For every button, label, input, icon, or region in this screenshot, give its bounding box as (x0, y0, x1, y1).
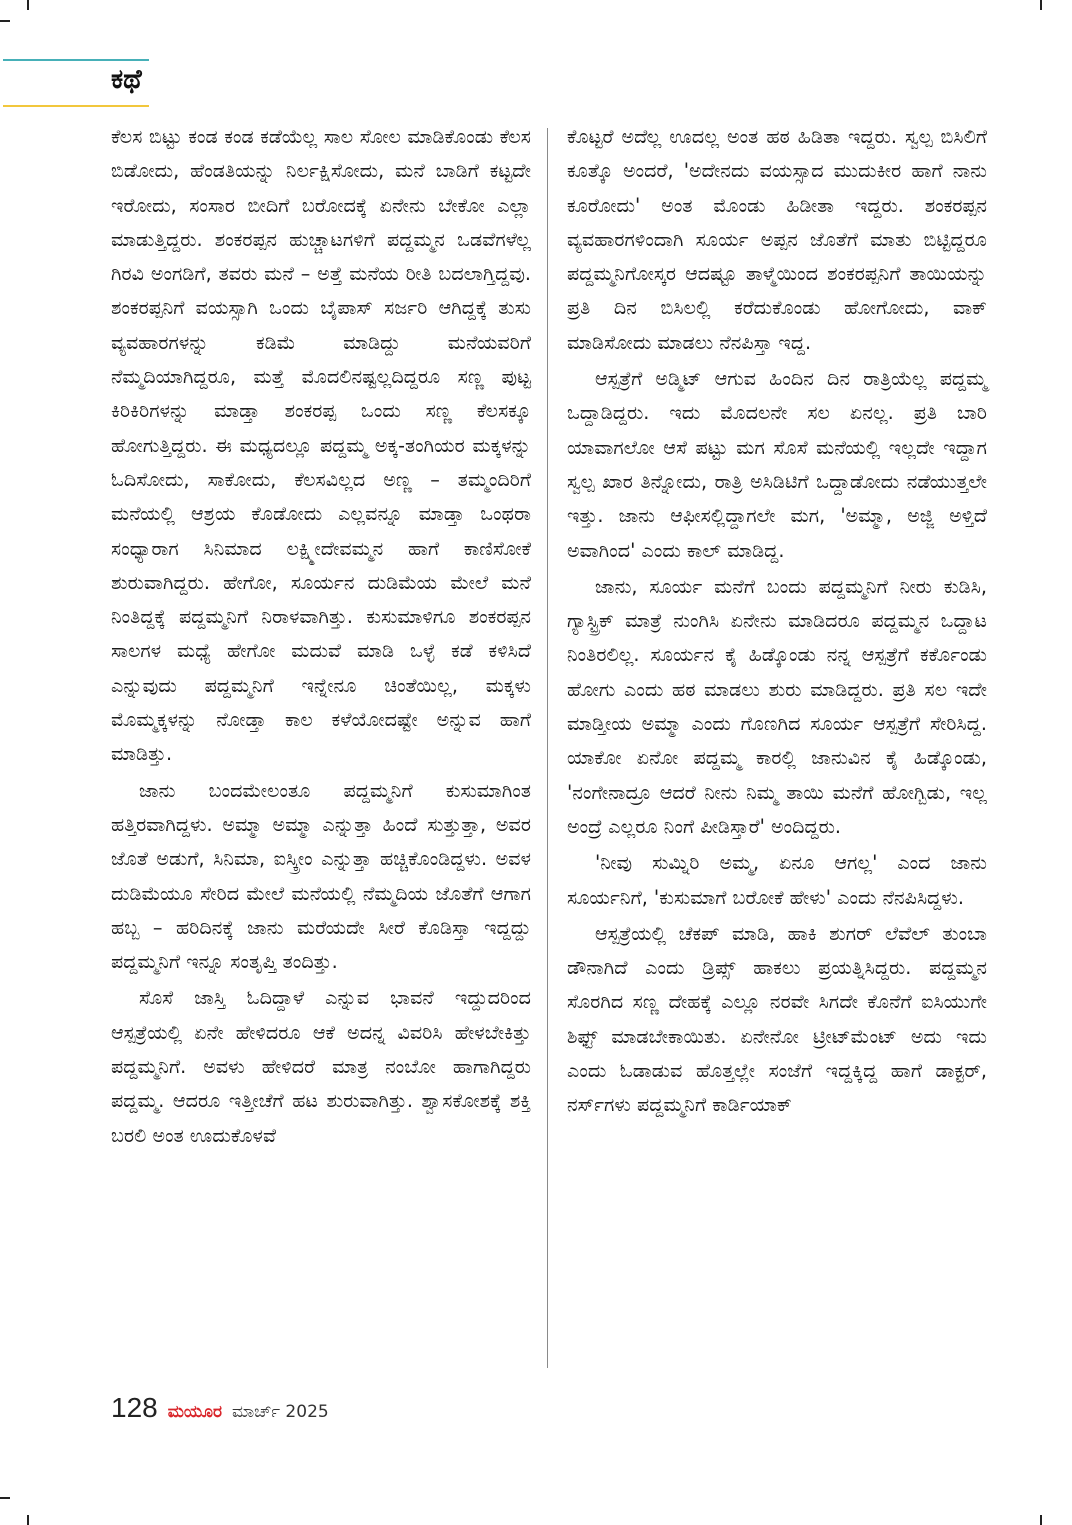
paragraph: ಜಾನು, ಸೂರ್ಯ ಮನೆಗೆ ಬಂದು ಪದ್ದಮ್ಮನಿಗೆ ನೀರು ಕುಡಿಸಿ, ಗ್ಯಾಸ್ಟ್ರಿಕ್ ಮಾತ್ರೆ ನುಂಗಿಸಿ ಏನೇನು ಮಾಡಿದರೂ ಪದ್ದಮ್ಮನ ಒದ್ದಾಟ ನಿಂತಿರಲಿಲ್ಲ. ಸೂರ್ಯನ ಕೈ ಹಿಡ್ಕೊಂಡು ನನ್ನ ಆಸ್ಪತ್ರೆಗೆ ಕರ್ಕೊಂಡು ಹೋಗು ಎಂದು ಹಠ ಮಾಡಲು ಶುರು ಮಾಡಿದ್ದರು. ಪ್ರತಿ ಸಲ ಇದೇ ಮಾಡ್ತೀಯ ಅಮ್ಮಾ ಎಂದು ಗೊಣಗಿದ ಸೂರ್ಯ ಆಸ್ಪತ್ರೆಗೆ ಸೇರಿಸಿದ್ದ. ಯಾಕೋ ಏನೋ ಪದ್ದಮ್ಮ ಕಾರಲ್ಲಿ ಜಾನುವಿನ ಕೈ ಹಿಡ್ಕೊಂಡು, 'ನಂಗೇನಾದ್ರೂ ಆದರೆ ನೀನು ನಿಮ್ಮ ತಾಯಿ ಮನೆಗೆ ಹೋಗ್ಬಿಡು, ಇಲ್ಲ ಅಂದ್ರೆ ಎಲ್ಲರೂ ನಿಂಗೆ ಪೀಡಿಸ್ತಾರೆ' ಅಂದಿದ್ದರು. (567, 574, 987, 838)
paragraph: ಸೊಸೆ ಜಾಸ್ತಿ ಓದಿದ್ದಾಳೆ ಎನ್ನುವ ಭಾವನೆ ಇದ್ದುದರಿಂದ ಆಸ್ಪತ್ರೆಯಲ್ಲಿ ಏನೇ ಹೇಳಿದರೂ ಆಕೆ ಅದನ್ನ ವಿವರಿಸಿ ಹೇಳಬೇಕಿತ್ತು ಪದ್ದಮ್ಮನಿಗೆ. ಅವಳು ಹೇಳಿದರೆ ಮಾತ್ರ ನಂಬೋ ಹಾಗಾಗಿದ್ದರು ಪದ್ದಮ್ಮ. ಆದರೂ ಇತ್ತೀಚೆಗೆ ಹಟ ಶುರುವಾಗಿತ್ತು. ಶ್ವಾಸಕೋಶಕ್ಕೆ ಶಕ್ತಿ ಬರಲಿ ಅಂತ ಊದುಕೊಳವೆ (111, 986, 531, 1147)
page-number: 128 (111, 1392, 158, 1423)
crop-mark (0, 1497, 10, 1499)
paragraph: ಆಸ್ಪತ್ರೆಗೆ ಅಡ್ಮಿಟ್ ಆಗುವ ಹಿಂದಿನ ದಿನ ರಾತ್ರಿಯೆಲ್ಲ ಪದ್ದಮ್ಮ ಒದ್ದಾಡಿದ್ದರು. ಇದು ಮೊದಲನೇ ಸಲ ಏನಲ್ಲ. ಪ್ರತಿ ಬಾರಿ ಯಾವಾಗಲೋ ಆಸೆ ಪಟ್ಟು ಮಗ ಸೊಸೆ ಮನೆಯಲ್ಲಿ ಇಲ್ಲದೇ ಇದ್ದಾಗ ಸ್ವಲ್ಪ ಖಾರ ತಿನ್ನೋದು, ರಾತ್ರಿ ಅಸಿಡಿಟಿಗೆ ಒದ್ದಾಡೋದು ನಡೆಯುತ್ತಲೇ ಇತ್ತು. ಜಾನು ಆಫೀಸಲ್ಲಿದ್ದಾಗಲೇ ಮಗ, 'ಅಮ್ಮಾ, ಅಜ್ಜಿ ಅಳ್ತಿದೆ ಅವಾಗಿಂದ' ಎಂದು ಕಾಲ್ ಮಾಡಿದ್ದ. (567, 367, 987, 562)
article-column-left (111, 120, 531, 1153)
paragraph: ಆಸ್ಪತ್ರೆಯಲ್ಲಿ ಚೆಕಪ್ ಮಾಡಿ, ಹಾಕಿ ಶುಗರ್ ಲೆವೆಲ್ ತುಂಬಾ ಡೌನಾಗಿದೆ ಎಂದು ಡ್ರಿಪ್ಸ್ ಹಾಕಲು ಪ್ರಯತ್ನಿಸಿದ್ದರು. ಪದ್ದಮ್ಮನ ಸೊರಗಿದ ಸಣ್ಣ ದೇಹಕ್ಕೆ ಎಲ್ಲೂ ನರವೇ ಸಿಗದೇ ಕೊನೆಗೆ ಐಸಿಯುಗೇ ಶಿಫ್ಟ್ ಮಾಡಬೇಕಾಯಿತು. ಏನೇನೋ ಟ್ರೀಟ್‌ಮೆಂಟ್ ಅದು ಇದು ಎಂದು ಓಡಾಡುವ ಹೊತ್ತಲ್ಲೇ ಸಂಜೆಗೆ ಇದ್ದಕ್ಕಿದ್ದ ಹಾಗೆ ಡಾಕ್ಟರ್, ನರ್ಸ್‌ಗಳು ಪದ್ದಮ್ಮನಿಗೆ ಕಾರ್ಡಿಯಾಕ್ (567, 921, 987, 1117)
crop-mark (1040, 1515, 1042, 1525)
paragraph: ಕೊಟ್ಟರೆ ಅದೆಲ್ಲ ಊದಲ್ಲ ಅಂತ ಹಠ ಹಿಡಿತಾ ಇದ್ದರು. ಸ್ವಲ್ಪ ಬಿಸಿಲಿಗೆ ಕೂತ್ಕೊ ಅಂದರೆ, 'ಅದೇನದು ವಯಸ್ಸಾದ ಮುದುಕೀರ ಹಾಗೆ ನಾನು ಕೂರೋದು' ಅಂತ ಮೊಂಡು ಹಿಡೀತಾ ಇದ್ದರು. ಶಂಕರಪ್ಪನ ವ್ಯವಹಾರಗಳಿಂದಾಗಿ ಸೂರ್ಯ ಅಪ್ಪನ ಜೊತೆಗೆ ಮಾತು ಬಿಟ್ಟಿದ್ದರೂ ಪದ್ದಮ್ಮನಿಗೋಸ್ಕರ ಆದಷ್ಟೂ ತಾಳ್ಮೆಯಿಂದ ಶಂಕರಪ್ಪನಿಗೆ ತಾಯಿಯನ್ನು ಪ್ರತಿ ದಿನ ಬಿಸಿಲಲ್ಲಿ ಕರೆದುಕೊಂಡು ಹೋಗೋದು, ವಾಕ್ ಮಾಡಿಸೋದು ಮಾಡಲು ನೆನಪಿಸ್ತಾ ಇದ್ದ. (567, 125, 987, 354)
article-column-right (567, 120, 987, 1123)
header-rule-top (3, 59, 149, 61)
crop-mark (1040, 0, 1042, 10)
paragraph: 'ನೀವು ಸುಮ್ನಿರಿ ಅಮ್ಮ, ಏನೂ ಆಗಲ್ಲ' ಎಂದ ಜಾನು ಸೂರ್ಯನಿಗೆ, 'ಕುಸುಮಾಗೆ ಬರೋಕೆ ಹೇಳು' ಎಂದು ನೆನಪಿಸಿದ್ದಳು. (567, 851, 987, 909)
paragraph: ಜಾನು ಬಂದಮೇಲಂತೂ ಪದ್ದಮ್ಮನಿಗೆ ಕುಸುಮಾಗಿಂತ ಹತ್ತಿರವಾಗಿದ್ದಳು. ಅಮ್ಮಾ ಅಮ್ಮಾ ಎನ್ನುತ್ತಾ ಹಿಂದೆ ಸುತ್ತುತ್ತಾ, ಅವರ ಜೊತೆ ಅಡುಗೆ, ಸಿನಿಮಾ, ಐಸ್ಕ್ರೀಂ ಎನ್ನುತ್ತಾ ಹಚ್ಚಿಕೊಂಡಿದ್ದಳು. ಅವಳ ದುಡಿಮೆಯೂ ಸೇರಿದ ಮೇಲೆ ಮನೆಯಲ್ಲಿ ನೆಮ್ಮದಿಯ ಜೊತೆಗೆ ಆಗಾಗ ಹಬ್ಬ – ಹರಿದಿನಕ್ಕೆ ಜಾನು ಮರೆಯದೇ ಸೀರೆ ಕೊಡಿಸ್ತಾ ಇದ್ದದ್ದು ಪದ್ದಮ್ಮನಿಗೆ ಇನ್ನೂ ಸಂತೃಪ್ತಿ ತಂದಿತ್ತು. (111, 778, 531, 974)
magazine-logo: ಮಯೂರ (167, 1402, 222, 1422)
paragraph: ಕೆಲಸ ಬಿಟ್ಟು ಕಂಡ ಕಂಡ ಕಡೆಯೆಲ್ಲ ಸಾಲ ಸೋಲ ಮಾಡಿಕೊಂಡು ಕೆಲಸ ಬಿಡೋದು, ಹೆಂಡತಿಯನ್ನು ನಿರ್ಲಕ್ಷಿಸೋದು, ಮನೆ ಬಾಡಿಗೆ ಕಟ್ಟದೇ ಇರೋದು, ಸಂಸಾರ ಬೀದಿಗೆ ಬರೋದಕ್ಕೆ ಏನೇನು ಬೇಕೋ ಎಲ್ಲಾ ಮಾಡುತ್ತಿದ್ದರು. ಶಂಕರಪ್ಪನ ಹುಚ್ಚಾಟಗಳಿಗೆ ಪದ್ದಮ್ಮನ ಒಡವೆಗಳೆಲ್ಲ ಗಿರವಿ ಅಂಗಡಿಗೆ, ತವರು ಮನೆ – ಅತ್ತೆ ಮನೆಯ ರೀತಿ ಬದಲಾಗ್ತಿದ್ದವು. ಶಂಕರಪ್ಪನಿಗೆ ವಯಸ್ಸಾಗಿ ಒಂದು ಬೈಪಾಸ್ ಸರ್ಜರಿ ಆಗಿದ್ದಕ್ಕೆ ತುಸು ವ್ಯವಹಾರಗಳನ್ನು ಕಡಿಮೆ ಮಾಡಿದ್ದು ಮನೆಯವರಿಗೆ ನೆಮ್ಮದಿಯಾಗಿದ್ದರೂ, ಮತ್ತೆ ಮೊದಲಿನಷ್ಟಲ್ಲದಿದ್ದರೂ ಸಣ್ಣ ಪುಟ್ಟ ಕಿರಿಕಿರಿಗಳನ್ನು ಮಾಡ್ತಾ ಶಂಕರಪ್ಪ ಒಂದು ಸಣ್ಣ ಕೆಲಸಕ್ಕೂ ಹೋಗುತ್ತಿದ್ದರು. ಈ ಮಧ್ಯದಲ್ಲೂ ಪದ್ದಮ್ಮ ಅಕ್ಕ-ತಂಗಿಯರ ಮಕ್ಕಳನ್ನು ಓದಿಸೋದು, ಸಾಕೋದು, ಕೆಲಸವಿಲ್ಲದ ಅಣ್ಣ – ತಮ್ಮಂದಿರಿಗೆ ಮನೆಯಲ್ಲಿ ಆಶ್ರಯ ಕೊಡೋದು ಎಲ್ಲವನ್ನೂ ಮಾಡ್ತಾ ಒಂಥರಾ ಸಂಧ್ಯಾರಾಗ ಸಿನಿಮಾದ ಲಕ್ಷ್ಮೀದೇವಮ್ಮನ ಹಾಗೆ ಕಾಣಿಸೋಕೆ ಶುರುವಾಗಿದ್ದರು. ಹೇಗೋ, ಸೂರ್ಯನ ದುಡಿಮೆಯ ಮೇಲೆ ಮನೆ ನಿಂತಿದ್ದಕ್ಕೆ ಪದ್ದಮ್ಮನಿಗೆ ನಿರಾಳವಾಗಿತ್ತು. ಕುಸುಮಾಳಿಗೂ ಶಂಕರಪ್ಪನ ಸಾಲಗಳ ಮಧ್ಯೆ ಹೇಗೋ ಮದುವೆ ಮಾಡಿ ಒಳ್ಳೆ ಕಡೆ ಕಳಿಸಿದೆ ಎನ್ನುವುದು ಪದ್ದಮ್ಮನಿಗೆ ಇನ್ನೇನೂ ಚಿಂತೆಯಿಲ್ಲ, ಮಕ್ಕಳು ಮೊಮ್ಮಕ್ಕಳನ್ನು ನೋಡ್ತಾ ಕಾಲ ಕಳೆಯೋದಷ್ಟೇ ಅನ್ನುವ ಹಾಗೆ ಮಾಡಿತ್ತು. (111, 125, 531, 766)
crop-mark (0, 20, 10, 22)
crop-mark (27, 0, 29, 10)
header-rule-bottom (3, 105, 149, 107)
page-footer (111, 1392, 329, 1424)
crop-mark (27, 1515, 29, 1525)
column-divider (547, 128, 548, 1368)
section-title: ಕಥೆ (111, 64, 142, 95)
issue-date: ಮಾರ್ಚ್ 2025 (231, 1402, 329, 1422)
